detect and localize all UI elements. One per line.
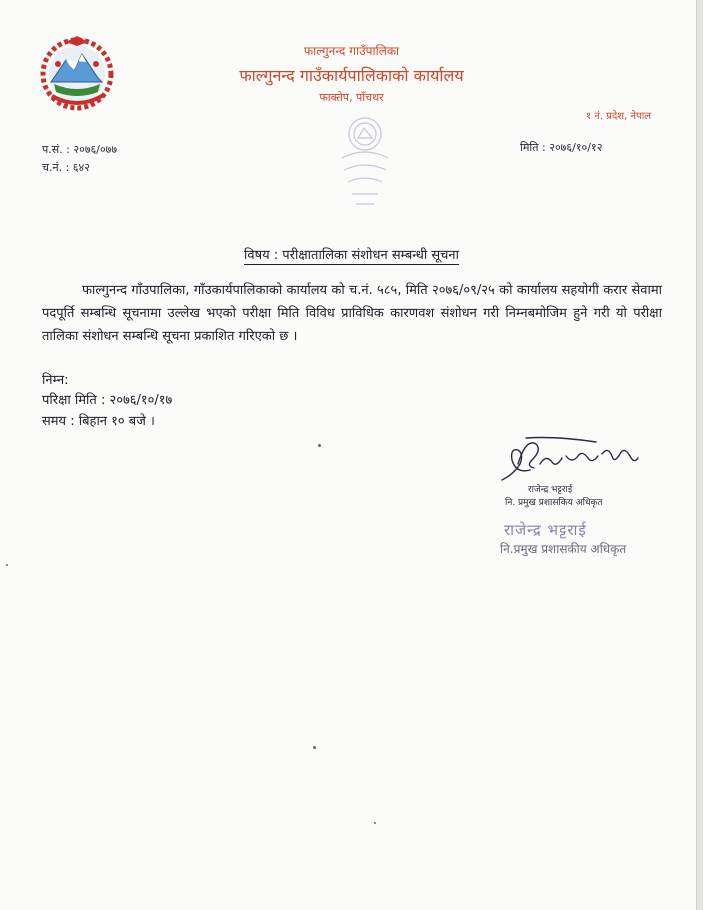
scan-speck: [6, 564, 8, 566]
page-edge-line: [696, 0, 697, 910]
title-stamp: नि.प्रमुख प्रशासकीय अधिकृत: [500, 542, 627, 556]
exam-time: समय : बिहान १० बजे ।: [42, 414, 155, 429]
signatory-name: राजेन्द्र भट्टराई: [528, 485, 573, 495]
province-label: १ नं. प्रदेश, नेपाल: [586, 111, 652, 122]
exam-date: परिक्षा मिति : २०७६/१०/१७: [42, 393, 173, 408]
name-stamp: राजेन्द्र भट्टराई: [504, 521, 587, 539]
office-name-heading: फाल्गुनन्द गाउँकार्यपालिकाको कार्यालय: [239, 66, 464, 85]
details-heading: निम्न:: [42, 373, 69, 388]
chalani-number: च.नं. : ६४२: [42, 161, 90, 174]
office-stamp-icon: [322, 112, 408, 212]
patra-sankhya: प.सं. : २०७६/०७७: [42, 143, 118, 156]
subject-text: विषय : परीक्षातालिका संशोधन सम्बन्धी सूचना: [244, 248, 459, 263]
office-address: फाक्तेप, पाँचथर: [319, 91, 384, 104]
letter-date: मिति : २०७६/१०/१२: [520, 141, 603, 154]
municipality-small-heading: फाल्गुनन्द गाउँपालिका: [303, 44, 400, 58]
signatory-title: नि. प्रमुख प्रशासकिय अधिकृत: [505, 498, 603, 508]
scan-speck: [313, 746, 316, 749]
scan-speck: [374, 822, 376, 824]
scan-speck: [318, 444, 321, 447]
page-edge: [697, 0, 703, 910]
subject-line: [0, 245, 703, 263]
notice-body: फाल्गुनन्द गाँउपालिका, गाँउकार्यपालिकाको कार्यालय को च.नं. ५८५, मिति २०७६/०९/२५ को कार्यालय सहयोगी करार सेवामा पदपूर्ति सम्बन्धि सूचनामा उल्लेख भएको परीक्षा मिति विविध प्राविधिक कारणवश संशोधन गरी निम्नबमोजिम हुने गरी यो परीक्षा तालिका संशोधन सम्बन्धि सूचना प्रकाशित गरिएको छ ।: [42, 283, 662, 344]
